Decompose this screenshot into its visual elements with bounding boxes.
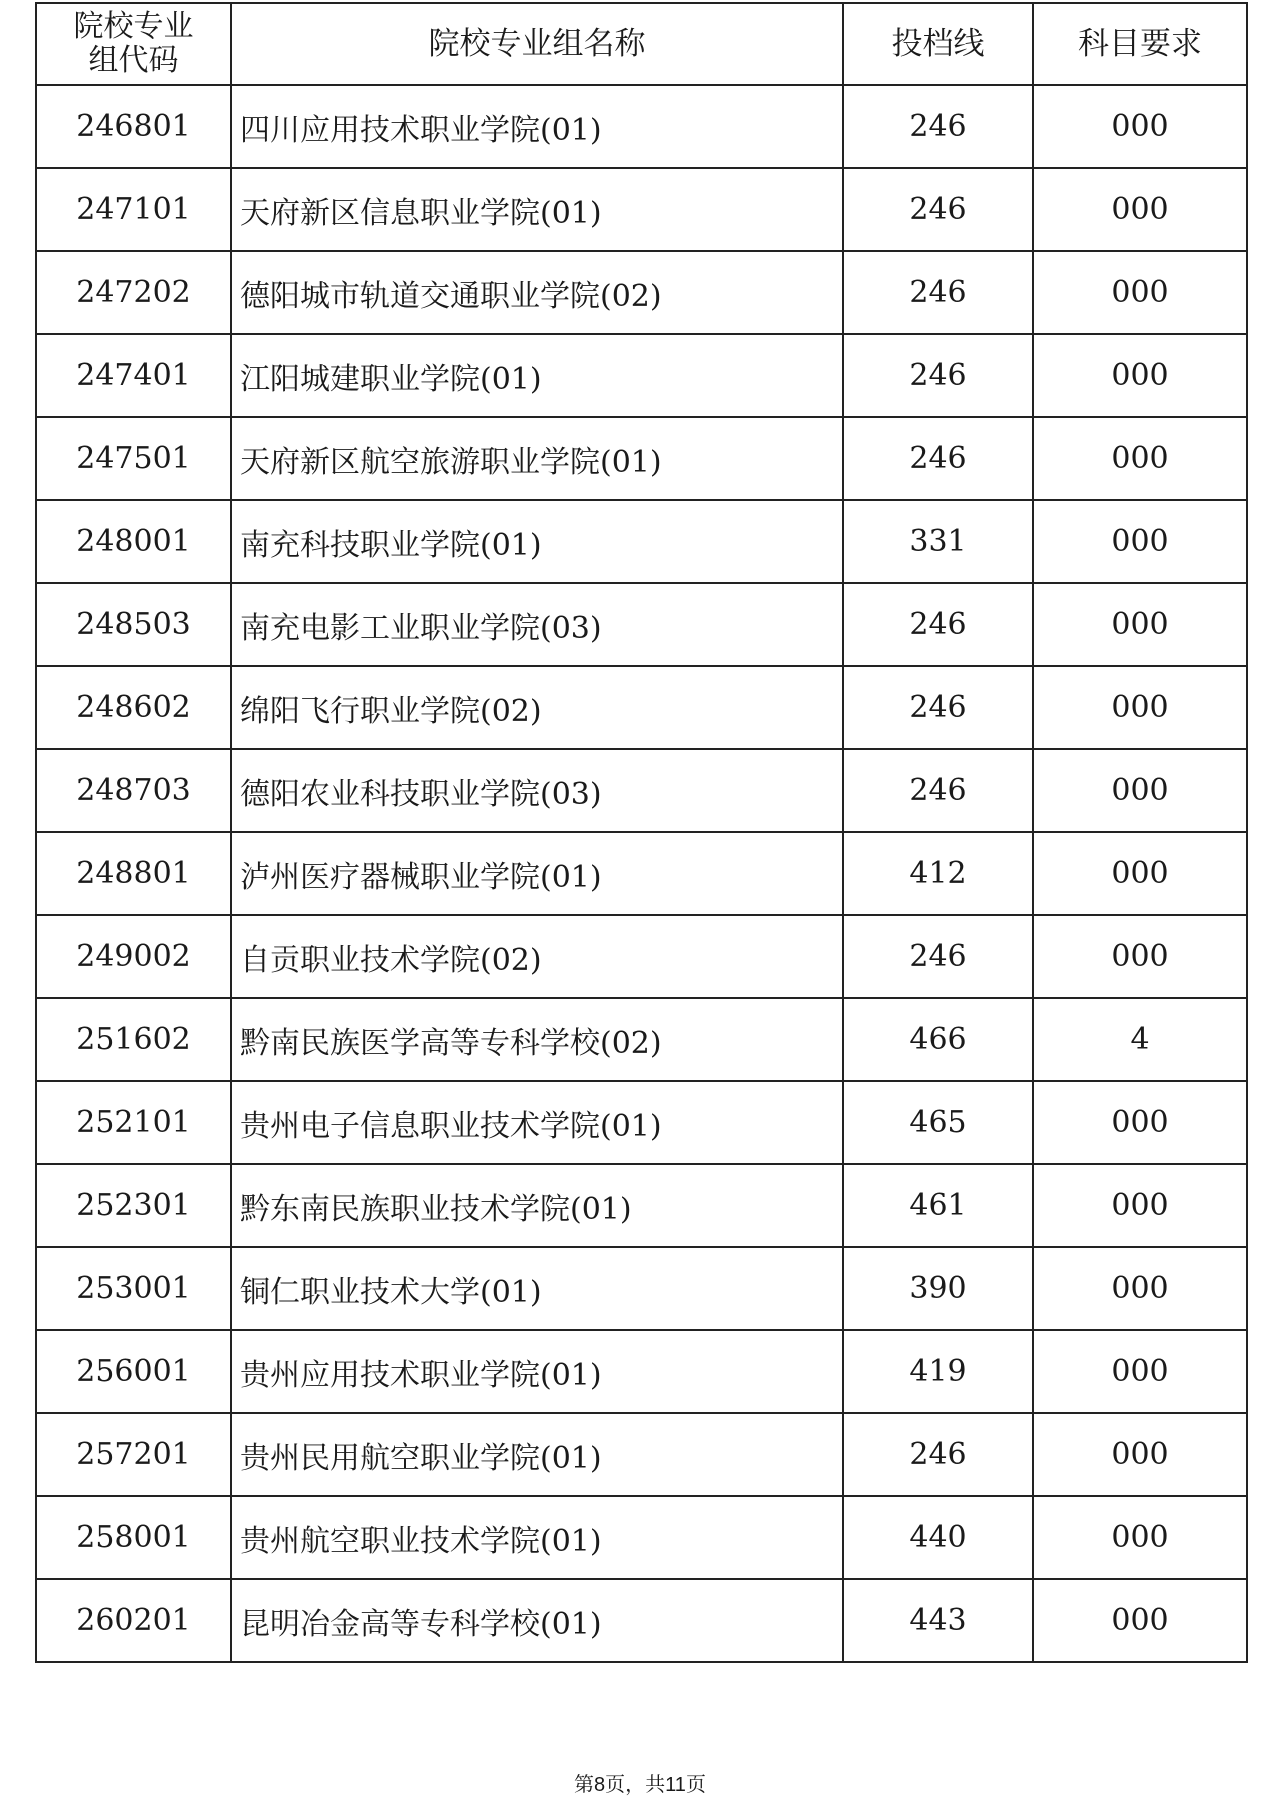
table-row: [36, 417, 1247, 500]
cell-group-name: 德阳农业科技职业学院(03): [231, 749, 843, 832]
table-body: [36, 85, 1247, 1662]
cell-group-code: 248001: [36, 500, 231, 583]
cell-group-name: 绵阳飞行职业学院(02): [231, 666, 843, 749]
cell-score: 461: [843, 1164, 1033, 1247]
cell-score: 246: [843, 583, 1033, 666]
cell-score: 246: [843, 1413, 1033, 1496]
cell-requirement: 000: [1033, 832, 1247, 915]
cell-score: 246: [843, 666, 1033, 749]
cell-group-code: 257201: [36, 1413, 231, 1496]
cell-group-name: 自贡职业技术学院(02): [231, 915, 843, 998]
table-row: [36, 1247, 1247, 1330]
cell-requirement: 4: [1033, 998, 1247, 1081]
cell-group-name: 黔东南民族职业技术学院(01): [231, 1164, 843, 1247]
table-row: [36, 1413, 1247, 1496]
admission-table-container: [35, 2, 1246, 1663]
cell-score: 443: [843, 1579, 1033, 1662]
cell-group-code: 246801: [36, 85, 231, 168]
table-row: [36, 1496, 1247, 1579]
table-row: [36, 1081, 1247, 1164]
footer-current-page: 8: [594, 1774, 606, 1796]
footer-suffix: 页: [685, 1772, 706, 1796]
cell-group-name: 昆明冶金高等专科学校(01): [231, 1579, 843, 1662]
cell-group-name: 南充电影工业职业学院(03): [231, 583, 843, 666]
cell-group-code: 249002: [36, 915, 231, 998]
table-row: [36, 1164, 1247, 1247]
cell-group-name: 德阳城市轨道交通职业学院(02): [231, 251, 843, 334]
cell-group-code: 258001: [36, 1496, 231, 1579]
cell-group-code: 252101: [36, 1081, 231, 1164]
cell-group-name: 天府新区航空旅游职业学院(01): [231, 417, 843, 500]
cell-group-name: 贵州航空职业技术学院(01): [231, 1496, 843, 1579]
cell-score: 246: [843, 749, 1033, 832]
cell-group-code: 247501: [36, 417, 231, 500]
cell-group-code: 248602: [36, 666, 231, 749]
cell-requirement: 000: [1033, 1330, 1247, 1413]
admission-table: [35, 2, 1248, 1663]
cell-group-code: 252301: [36, 1164, 231, 1247]
cell-requirement: 000: [1033, 334, 1247, 417]
cell-score: 390: [843, 1247, 1033, 1330]
cell-group-name: 江阳城建职业学院(01): [231, 334, 843, 417]
cell-requirement: 000: [1033, 417, 1247, 500]
footer-middle: 页，共: [605, 1772, 666, 1796]
table-row: [36, 749, 1247, 832]
cell-score: 246: [843, 85, 1033, 168]
cell-score: 246: [843, 417, 1033, 500]
table-row: [36, 583, 1247, 666]
cell-requirement: 000: [1033, 1081, 1247, 1164]
cell-group-code: 251602: [36, 998, 231, 1081]
cell-group-name: 贵州电子信息职业技术学院(01): [231, 1081, 843, 1164]
header-score: 投档线: [843, 3, 1033, 85]
cell-group-code: 256001: [36, 1330, 231, 1413]
footer-prefix: 第: [574, 1772, 595, 1796]
cell-group-name: 贵州应用技术职业学院(01): [231, 1330, 843, 1413]
cell-score: 419: [843, 1330, 1033, 1413]
cell-score: 246: [843, 168, 1033, 251]
cell-score: 246: [843, 334, 1033, 417]
cell-group-name: 泸州医疗器械职业学院(01): [231, 832, 843, 915]
cell-group-name: 四川应用技术职业学院(01): [231, 85, 843, 168]
table-row: [36, 1579, 1247, 1662]
table-row: [36, 998, 1247, 1081]
cell-requirement: 000: [1033, 251, 1247, 334]
table-row: [36, 832, 1247, 915]
table-header: [36, 3, 1247, 85]
table-row: [36, 85, 1247, 168]
cell-group-name: 黔南民族医学高等专科学校(02): [231, 998, 843, 1081]
cell-requirement: 000: [1033, 1247, 1247, 1330]
table-row: [36, 334, 1247, 417]
cell-group-code: 248503: [36, 583, 231, 666]
cell-group-code: 247401: [36, 334, 231, 417]
footer-total-pages: 11: [665, 1774, 686, 1796]
table-row: [36, 1330, 1247, 1413]
cell-requirement: 000: [1033, 583, 1247, 666]
cell-requirement: 000: [1033, 1579, 1247, 1662]
header-row: [36, 3, 1247, 85]
table-row: [36, 666, 1247, 749]
cell-group-code: 247202: [36, 251, 231, 334]
table-row: [36, 251, 1247, 334]
cell-requirement: 000: [1033, 85, 1247, 168]
header-requirement: 科目要求: [1033, 3, 1247, 85]
cell-group-code: 247101: [36, 168, 231, 251]
cell-group-code: 248703: [36, 749, 231, 832]
cell-requirement: 000: [1033, 666, 1247, 749]
cell-score: 466: [843, 998, 1033, 1081]
page-footer: [0, 1768, 1280, 1797]
cell-group-name: 南充科技职业学院(01): [231, 500, 843, 583]
cell-group-name: 铜仁职业技术大学(01): [231, 1247, 843, 1330]
cell-score: 412: [843, 832, 1033, 915]
cell-score: 246: [843, 915, 1033, 998]
cell-requirement: 000: [1033, 168, 1247, 251]
cell-score: 440: [843, 1496, 1033, 1579]
table-row: [36, 915, 1247, 998]
table-row: [36, 500, 1247, 583]
cell-group-name: 天府新区信息职业学院(01): [231, 168, 843, 251]
cell-requirement: 000: [1033, 1413, 1247, 1496]
cell-score: 246: [843, 251, 1033, 334]
cell-score: 331: [843, 500, 1033, 583]
cell-group-name: 贵州民用航空职业学院(01): [231, 1413, 843, 1496]
header-group-name: 院校专业组名称: [231, 3, 843, 85]
cell-requirement: 000: [1033, 500, 1247, 583]
cell-requirement: 000: [1033, 915, 1247, 998]
header-group-code: 院校专业 组代码: [36, 3, 231, 85]
cell-group-code: 248801: [36, 832, 231, 915]
cell-group-code: 260201: [36, 1579, 231, 1662]
table-row: [36, 168, 1247, 251]
cell-requirement: 000: [1033, 1164, 1247, 1247]
cell-requirement: 000: [1033, 1496, 1247, 1579]
cell-score: 465: [843, 1081, 1033, 1164]
cell-requirement: 000: [1033, 749, 1247, 832]
cell-group-code: 253001: [36, 1247, 231, 1330]
